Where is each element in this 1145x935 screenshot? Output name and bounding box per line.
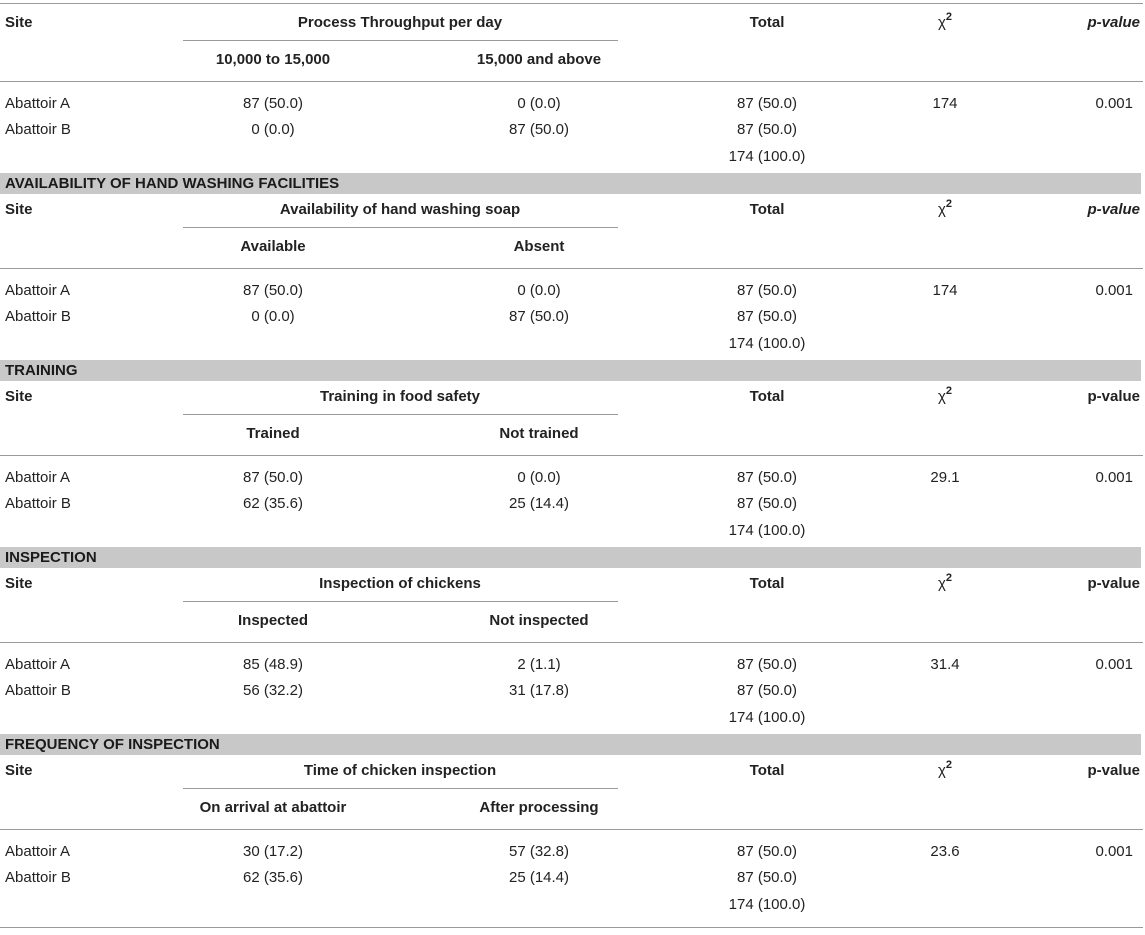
chi-superscript: 2	[945, 572, 952, 584]
header-p-value: p-value	[1087, 575, 1140, 592]
row-site: Abattoir A	[5, 656, 71, 673]
row-col2: 2 (1.1)	[517, 656, 561, 673]
section-title-band	[0, 734, 1141, 755]
header-site: Site	[5, 201, 33, 218]
row-chi-square: 29.1	[930, 469, 960, 486]
header-chi-square	[938, 11, 952, 33]
row-col2: 87 (50.0)	[508, 121, 570, 138]
table-section	[0, 175, 1145, 374]
chi-symbol: χ	[938, 388, 946, 405]
row-total: 87 (50.0)	[736, 869, 798, 886]
section-title-band	[0, 547, 1141, 568]
row-col2: 25 (14.4)	[508, 869, 570, 886]
row-col1: 87 (50.0)	[242, 95, 304, 112]
header-group-rule	[183, 601, 618, 602]
row-col2: 25 (14.4)	[508, 495, 570, 512]
grand-total: 174 (100.0)	[728, 709, 806, 726]
row-site: Abattoir A	[5, 282, 71, 299]
chi-superscript: 2	[945, 759, 952, 771]
row-chi-square: 23.6	[930, 843, 960, 860]
row-total: 87 (50.0)	[736, 308, 798, 325]
section-title: AVAILABILITY OF HAND WASHING FACILITIES	[5, 175, 340, 192]
row-col1: 56 (32.2)	[242, 682, 304, 699]
header-group-rule	[183, 227, 618, 228]
header-col2: Not inspected	[489, 612, 589, 629]
row-col2: 57 (32.8)	[508, 843, 570, 860]
header-col2: 15,000 and above	[476, 51, 602, 68]
header-group: Inspection of chickens	[319, 575, 481, 592]
row-chi-square: 174	[932, 282, 958, 299]
header-total: Total	[749, 201, 785, 218]
header-group-rule	[183, 40, 618, 41]
row-p-value: 0.001	[1095, 282, 1133, 299]
header-bottom-rule	[0, 268, 1143, 269]
section-title-band	[0, 360, 1141, 381]
header-total: Total	[749, 762, 785, 779]
header-col1: Inspected	[237, 612, 309, 629]
header-total: Total	[749, 388, 785, 405]
header-bottom-rule	[0, 81, 1143, 82]
chi-symbol: χ	[938, 575, 946, 592]
section-title: TRAINING	[5, 362, 78, 379]
header-site: Site	[5, 762, 33, 779]
header-col2: After processing	[479, 799, 599, 816]
chi-superscript: 2	[945, 198, 952, 210]
row-total: 87 (50.0)	[736, 682, 798, 699]
chi-symbol: χ	[938, 762, 946, 779]
row-col2: 87 (50.0)	[508, 308, 570, 325]
header-group: Time of chicken inspection	[303, 762, 497, 779]
row-site: Abattoir B	[5, 682, 71, 699]
row-total: 87 (50.0)	[736, 469, 798, 486]
header-group: Process Throughput per day	[297, 14, 503, 31]
header-chi-square	[938, 198, 952, 220]
row-col1: 0 (0.0)	[251, 121, 295, 138]
chi-symbol: χ	[938, 201, 946, 218]
row-total: 87 (50.0)	[736, 282, 798, 299]
row-chi-square: 174	[932, 95, 958, 112]
row-site: Abattoir A	[5, 469, 71, 486]
row-total: 87 (50.0)	[736, 121, 798, 138]
header-p-value: p-value	[1087, 14, 1140, 31]
section-title: INSPECTION	[5, 549, 97, 566]
header-col2: Absent	[513, 238, 565, 255]
header-group: Training in food safety	[319, 388, 481, 405]
grand-total: 174 (100.0)	[728, 335, 806, 352]
header-p-value: p-value	[1087, 201, 1140, 218]
row-total: 87 (50.0)	[736, 843, 798, 860]
header-site: Site	[5, 575, 33, 592]
table-section	[0, 0, 1145, 187]
row-site: Abattoir B	[5, 308, 71, 325]
row-p-value: 0.001	[1095, 95, 1133, 112]
row-site: Abattoir A	[5, 843, 71, 860]
row-col1: 87 (50.0)	[242, 282, 304, 299]
row-col1: 0 (0.0)	[251, 308, 295, 325]
row-col2: 0 (0.0)	[517, 469, 561, 486]
header-bottom-rule	[0, 455, 1143, 456]
row-site: Abattoir A	[5, 95, 71, 112]
row-p-value: 0.001	[1095, 656, 1133, 673]
header-site: Site	[5, 14, 33, 31]
row-col2: 31 (17.8)	[508, 682, 570, 699]
row-col1: 62 (35.6)	[242, 495, 304, 512]
header-total: Total	[749, 14, 785, 31]
header-col2: Not trained	[499, 425, 579, 442]
row-total: 87 (50.0)	[736, 495, 798, 512]
grand-total: 174 (100.0)	[728, 896, 806, 913]
row-col1: 30 (17.2)	[242, 843, 304, 860]
section-title-band	[0, 173, 1141, 194]
row-p-value: 0.001	[1095, 843, 1133, 860]
chi-symbol: χ	[938, 14, 946, 31]
table-section	[0, 549, 1145, 748]
header-total: Total	[749, 575, 785, 592]
row-site: Abattoir B	[5, 121, 71, 138]
table-section	[0, 736, 1145, 935]
header-chi-square	[938, 572, 952, 594]
chi-superscript: 2	[945, 385, 952, 397]
row-site: Abattoir B	[5, 869, 71, 886]
row-site: Abattoir B	[5, 495, 71, 512]
row-total: 87 (50.0)	[736, 95, 798, 112]
row-p-value: 0.001	[1095, 469, 1133, 486]
header-group-rule	[183, 414, 618, 415]
row-col1: 62 (35.6)	[242, 869, 304, 886]
grand-total: 174 (100.0)	[728, 148, 806, 165]
section-title: FREQUENCY OF INSPECTION	[5, 736, 220, 753]
header-p-value: p-value	[1087, 388, 1140, 405]
header-group-rule	[183, 788, 618, 789]
header-col1: Trained	[246, 425, 300, 442]
header-group: Availability of hand washing soap	[279, 201, 521, 218]
header-p-value: p-value	[1087, 762, 1140, 779]
header-bottom-rule	[0, 829, 1143, 830]
header-chi-square	[938, 759, 952, 781]
row-col2: 0 (0.0)	[517, 95, 561, 112]
row-col2: 0 (0.0)	[517, 282, 561, 299]
header-col1: On arrival at abattoir	[199, 799, 347, 816]
row-col1: 87 (50.0)	[242, 469, 304, 486]
header-col1: Available	[240, 238, 306, 255]
row-col1: 85 (48.9)	[242, 656, 304, 673]
header-bottom-rule	[0, 642, 1143, 643]
table-section	[0, 362, 1145, 561]
header-col1: 10,000 to 15,000	[215, 51, 331, 68]
row-chi-square: 31.4	[930, 656, 960, 673]
header-site: Site	[5, 388, 33, 405]
chi-superscript: 2	[945, 11, 952, 23]
grand-total: 174 (100.0)	[728, 522, 806, 539]
table-bottom-rule	[0, 927, 1143, 928]
row-total: 87 (50.0)	[736, 656, 798, 673]
header-chi-square	[938, 385, 952, 407]
